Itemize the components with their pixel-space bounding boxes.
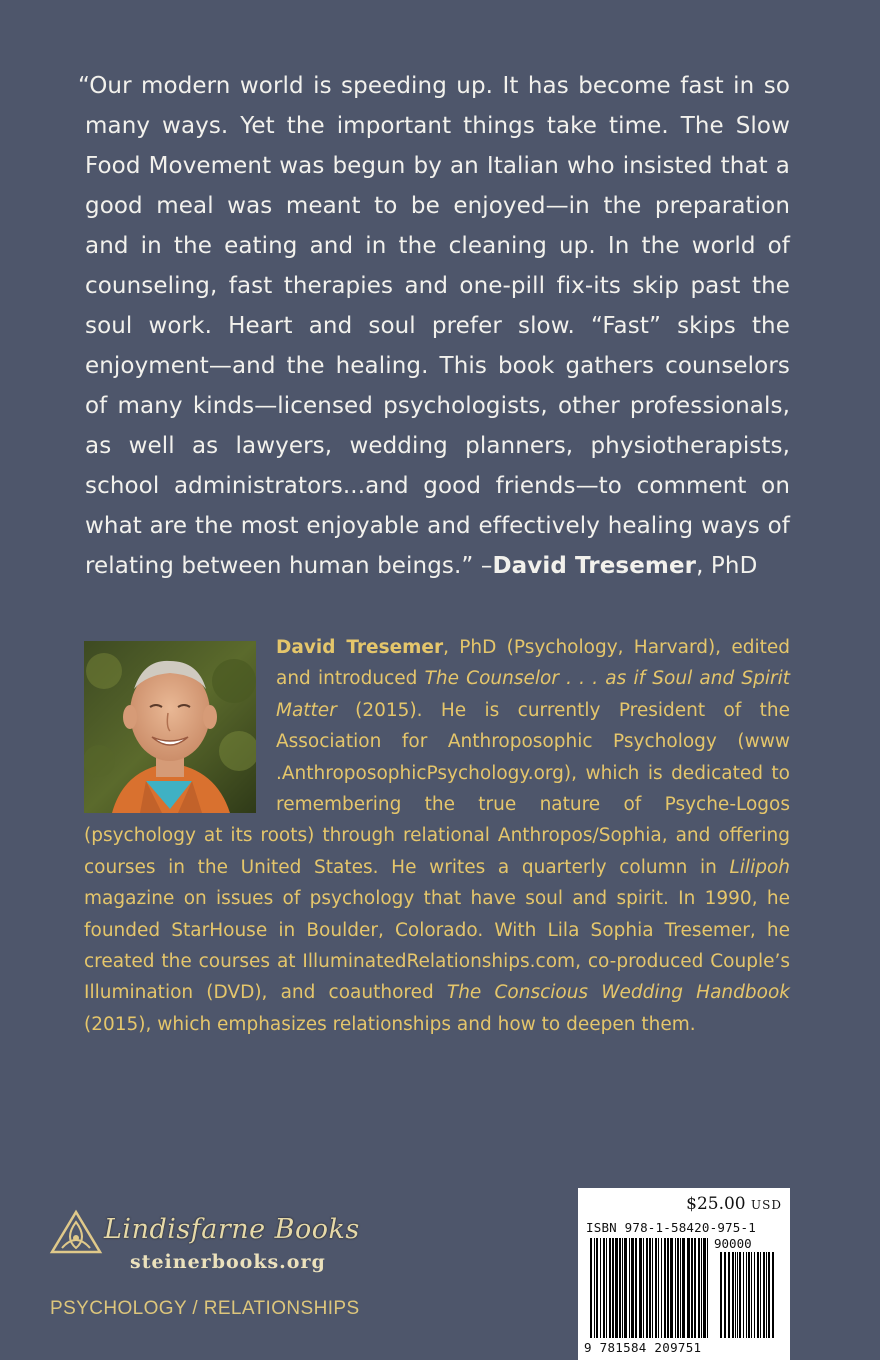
barcode-bar [652,1238,653,1338]
addon-bar [748,1252,750,1338]
addon-bar [743,1252,744,1338]
addon-bar [766,1252,767,1338]
isbn-label: ISBN 978-1-58420-975-1 [586,1220,756,1235]
barcode-bar [691,1238,693,1338]
barcode-bar [606,1238,607,1338]
addon-bar [724,1252,726,1338]
addon-bar [772,1252,774,1338]
barcode-bar [701,1238,702,1338]
book-category: PSYCHOLOGY / RELATIONSHIPS [50,1298,360,1319]
barcode-bar [677,1238,679,1338]
addon-bar [739,1252,741,1338]
quote-text: “Our modern world is speeding up. It has become fast in so many ways. Yet the important things take time. The Slow Food Movement was begun by an Italian who insisted that a good meal was meant to be enjoyed—in the preparation and in the eating and in the cleaning up. In the world of counseling, fast therapies and one-pill fix-its skip past the soul work. Heart and soul prefer slow. “Fast” skips the enjoyment—and the healing. This book gathers counselors of many kinds—licensed psychologists, other professionals, as well as lawyers, wedding planners, physiotherapists, school administrators...and good friends—to comment on what are the most enjoyable and effectively healing ways of relating between human beings.” [78,73,790,579]
addon-bar [763,1252,765,1338]
quote-author: David Tresemer [492,553,697,579]
barcode-bar [596,1238,598,1338]
barcode-bar [661,1238,662,1338]
barcode-bar [649,1238,651,1338]
addon-bar [728,1252,730,1338]
barcode-bar [675,1238,676,1338]
publisher-name: Lindisfarne Books [104,1214,360,1245]
barcode-bar [670,1238,673,1338]
attribution-dash: – [473,553,493,579]
price-currency: USD [751,1198,782,1212]
barcode-bar [622,1238,623,1338]
barcode-bar [603,1238,605,1338]
barcode-image [590,1238,778,1338]
barcode-bar [624,1238,627,1338]
addon-bar [757,1252,759,1338]
addon-code: 90000 [714,1236,752,1251]
addon-bar [754,1252,755,1338]
barcode-bar [655,1238,657,1338]
price-label [686,1194,782,1214]
barcode-bar [698,1238,700,1338]
publisher-logo [48,1206,360,1286]
bio-part-2: (2015). He is currently President of the Association for Anthroposophic Psychology (www .AnthroposophicPsychology.org), which is dedicated to remembering the true nature of Psyche-Logos (psychology at its roots) through relational Anthropos/Sophia, and offering courses in the United States. He writes a quarterly column in [84,699,790,878]
barcode-bar [635,1238,637,1338]
barcode-bar [639,1238,642,1338]
barcode-bar [658,1238,659,1338]
addon-bar [760,1252,761,1338]
barcode-bar [703,1238,706,1338]
barcode-bar [619,1238,621,1338]
bio-title-1: The Counselor . . . as if Soul and Spirit Matter [276,668,791,721]
barcode-bar [629,1238,630,1338]
author-photo [84,641,256,813]
barcode-bar [600,1238,601,1338]
addon-bar [735,1252,736,1338]
barcode-bar [643,1238,644,1338]
barcode-bar [631,1238,634,1338]
bio-magazine: Lilipoh [729,856,790,878]
barcode-bar [590,1238,592,1338]
author-bio [84,632,790,1040]
barcode-bar [594,1238,595,1338]
barcode-panel [578,1188,790,1360]
bio-title-2: The Conscious Wedding Handbook [446,982,790,1004]
barcode-bar [687,1238,690,1338]
bio-name: David Tresemer [276,637,444,658]
triquetra-icon [48,1208,104,1256]
price-value: $25.00 [686,1194,746,1214]
addon-bar [768,1252,770,1338]
barcode-bar [694,1238,696,1338]
barcode-bar [612,1238,614,1338]
barcode-bar [682,1238,685,1338]
barcode-bar [667,1238,669,1338]
bio-part-1: , PhD (Psychology, Harvard), edited and introduced [276,637,790,690]
addon-bar [751,1252,752,1338]
barcode-bar [609,1238,611,1338]
barcode-bar [707,1238,708,1338]
quote-credential: , PhD [696,553,758,579]
barcode-bar [664,1238,666,1338]
addon-bar [720,1252,722,1338]
back-cover-quote [78,66,790,586]
barcode-bar [615,1238,618,1338]
addon-bar [746,1252,747,1338]
barcode-bar [680,1238,681,1338]
bio-part-4: (2015), which emphasizes relationships and how to deepen them. [84,1013,696,1035]
publisher-url: steinerbooks.org [130,1251,326,1273]
addon-bar [737,1252,738,1338]
barcode-bar [646,1238,648,1338]
bio-part-3: magazine on issues of psychology that have soul and spirit. In 1990, he founded StarHouse in Boulder, Colorado. With Lila Sophia Tresemer, he created the courses at IlluminatedRelationships.com, co-produced Couple’s Illumination (DVD), and coauthored [84,888,790,1004]
addon-bar [732,1252,734,1338]
ean-number: 9 781584 209751 [584,1340,702,1355]
